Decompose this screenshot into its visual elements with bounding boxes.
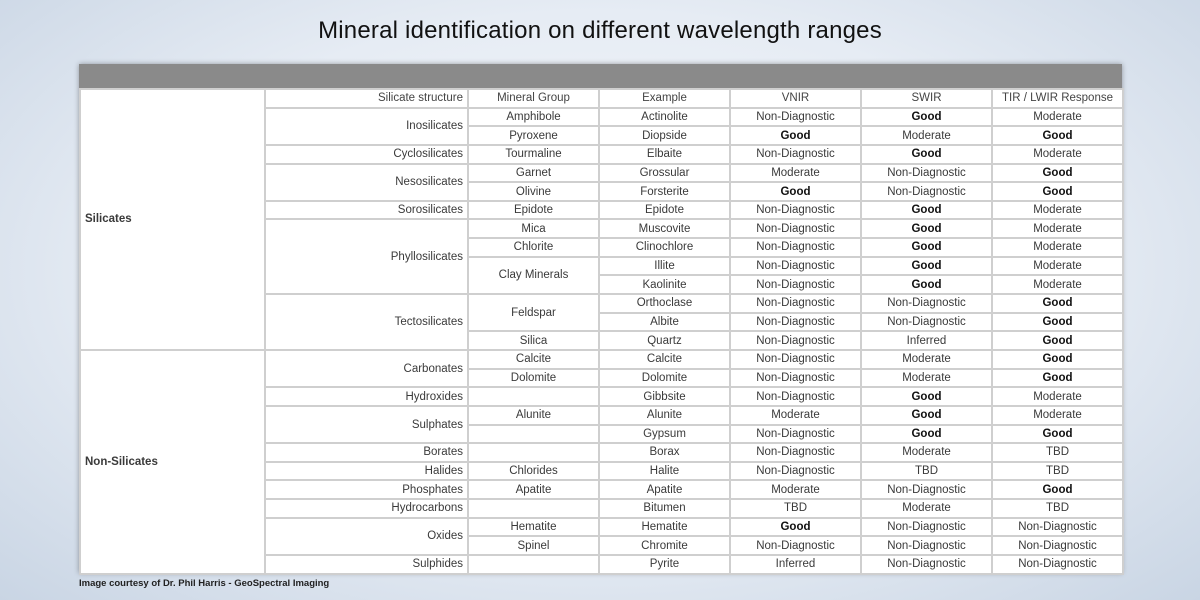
- vnir-cell: Moderate: [730, 164, 861, 183]
- vnir-cell: Good: [730, 126, 861, 145]
- structure-cell: Cyclosilicates: [265, 145, 468, 164]
- example-cell: Grossular: [599, 164, 730, 183]
- group-cell: Garnet: [468, 164, 599, 183]
- group-cell: [468, 555, 599, 574]
- table-header-row: [80, 89, 1123, 108]
- swir-cell: Good: [861, 257, 992, 276]
- tir-cell: Good: [992, 480, 1123, 499]
- group-cell: Chlorides: [468, 462, 599, 481]
- example-cell: Quartz: [599, 331, 730, 350]
- swir-cell: Good: [861, 406, 992, 425]
- example-cell: Epidote: [599, 201, 730, 220]
- example-cell: Pyrite: [599, 555, 730, 574]
- tir-cell: Moderate: [992, 406, 1123, 425]
- class-cell: Non-Silicates: [80, 350, 265, 574]
- example-cell: Forsterite: [599, 182, 730, 201]
- example-cell: Apatite: [599, 480, 730, 499]
- example-cell: Muscovite: [599, 219, 730, 238]
- vnir-cell: Non-Diagnostic: [730, 108, 861, 127]
- tir-cell: Moderate: [992, 108, 1123, 127]
- header-silicate-structure: Silicate structure: [265, 89, 468, 108]
- group-cell: Mica: [468, 219, 599, 238]
- tir-cell: Moderate: [992, 238, 1123, 257]
- group-cell: Calcite: [468, 350, 599, 369]
- tir-cell: Non-Diagnostic: [992, 555, 1123, 574]
- page-title: Mineral identification on different wavelength ranges: [318, 17, 882, 44]
- swir-cell: Non-Diagnostic: [861, 480, 992, 499]
- vnir-cell: Non-Diagnostic: [730, 462, 861, 481]
- tir-cell: Good: [992, 369, 1123, 388]
- tir-cell: Moderate: [992, 145, 1123, 164]
- example-cell: Halite: [599, 462, 730, 481]
- swir-cell: Moderate: [861, 126, 992, 145]
- vnir-cell: Non-Diagnostic: [730, 350, 861, 369]
- header-swir: SWIR: [861, 89, 992, 108]
- mineral-table-body: [80, 89, 1123, 574]
- swir-cell: Good: [861, 387, 992, 406]
- header-example: Example: [599, 89, 730, 108]
- example-cell: Borax: [599, 443, 730, 462]
- vnir-cell: Non-Diagnostic: [730, 275, 861, 294]
- group-cell: Epidote: [468, 201, 599, 220]
- vnir-cell: Non-Diagnostic: [730, 219, 861, 238]
- tir-cell: Good: [992, 182, 1123, 201]
- example-cell: Diopside: [599, 126, 730, 145]
- tir-cell: Good: [992, 164, 1123, 183]
- example-cell: Orthoclase: [599, 294, 730, 313]
- vnir-cell: Good: [730, 182, 861, 201]
- example-cell: Bitumen: [599, 499, 730, 518]
- swir-cell: Moderate: [861, 443, 992, 462]
- mineral-table: [79, 88, 1124, 575]
- structure-cell: Sulphates: [265, 406, 468, 443]
- class-cell: Silicates: [80, 89, 265, 350]
- swir-cell: Good: [861, 108, 992, 127]
- swir-cell: Moderate: [861, 499, 992, 518]
- tir-cell: Moderate: [992, 275, 1123, 294]
- vnir-cell: Non-Diagnostic: [730, 313, 861, 332]
- example-cell: Calcite: [599, 350, 730, 369]
- vnir-cell: Non-Diagnostic: [730, 536, 861, 555]
- structure-cell: Tectosilicates: [265, 294, 468, 350]
- group-cell: Tourmaline: [468, 145, 599, 164]
- vnir-cell: Non-Diagnostic: [730, 145, 861, 164]
- example-cell: Clinochlore: [599, 238, 730, 257]
- swir-cell: Moderate: [861, 350, 992, 369]
- example-cell: Dolomite: [599, 369, 730, 388]
- tir-cell: Non-Diagnostic: [992, 536, 1123, 555]
- example-cell: Kaolinite: [599, 275, 730, 294]
- swir-cell: Non-Diagnostic: [861, 182, 992, 201]
- structure-cell: Sulphides: [265, 555, 468, 574]
- vnir-cell: Non-Diagnostic: [730, 294, 861, 313]
- tir-cell: Good: [992, 350, 1123, 369]
- group-cell: Feldspar: [468, 294, 599, 331]
- example-cell: Illite: [599, 257, 730, 276]
- vnir-cell: Moderate: [730, 480, 861, 499]
- vnir-cell: Non-Diagnostic: [730, 387, 861, 406]
- swir-cell: Good: [861, 275, 992, 294]
- group-cell: Spinel: [468, 536, 599, 555]
- swir-cell: Good: [861, 425, 992, 444]
- example-cell: Gypsum: [599, 425, 730, 444]
- tir-cell: TBD: [992, 462, 1123, 481]
- group-cell: [468, 425, 599, 444]
- tir-cell: Moderate: [992, 219, 1123, 238]
- group-cell: Silica: [468, 331, 599, 350]
- structure-cell: Sorosilicates: [265, 201, 468, 220]
- vnir-cell: Non-Diagnostic: [730, 201, 861, 220]
- table-top-bar: [79, 64, 1122, 88]
- swir-cell: Non-Diagnostic: [861, 313, 992, 332]
- swir-cell: TBD: [861, 462, 992, 481]
- group-cell: Hematite: [468, 518, 599, 537]
- tir-cell: TBD: [992, 443, 1123, 462]
- group-cell: Apatite: [468, 480, 599, 499]
- swir-cell: Non-Diagnostic: [861, 294, 992, 313]
- group-cell: Amphibole: [468, 108, 599, 127]
- structure-cell: Nesosilicates: [265, 164, 468, 201]
- tir-cell: Non-Diagnostic: [992, 518, 1123, 537]
- structure-cell: Borates: [265, 443, 468, 462]
- group-cell: Pyroxene: [468, 126, 599, 145]
- structure-cell: Hydroxides: [265, 387, 468, 406]
- vnir-cell: Non-Diagnostic: [730, 369, 861, 388]
- swir-cell: Inferred: [861, 331, 992, 350]
- swir-cell: Good: [861, 219, 992, 238]
- group-cell: Alunite: [468, 406, 599, 425]
- example-cell: Chromite: [599, 536, 730, 555]
- tir-cell: Moderate: [992, 201, 1123, 220]
- vnir-cell: Moderate: [730, 406, 861, 425]
- vnir-cell: Non-Diagnostic: [730, 443, 861, 462]
- structure-cell: Hydrocarbons: [265, 499, 468, 518]
- header-mineral-group: Mineral Group: [468, 89, 599, 108]
- vnir-cell: Non-Diagnostic: [730, 238, 861, 257]
- example-cell: Gibbsite: [599, 387, 730, 406]
- table-row: [80, 350, 1123, 369]
- vnir-cell: Good: [730, 518, 861, 537]
- vnir-cell: TBD: [730, 499, 861, 518]
- swir-cell: Good: [861, 145, 992, 164]
- tir-cell: Good: [992, 425, 1123, 444]
- swir-cell: Non-Diagnostic: [861, 536, 992, 555]
- swir-cell: Non-Diagnostic: [861, 555, 992, 574]
- group-cell: [468, 443, 599, 462]
- vnir-cell: Non-Diagnostic: [730, 331, 861, 350]
- tir-cell: Moderate: [992, 387, 1123, 406]
- structure-cell: Inosilicates: [265, 108, 468, 145]
- tir-cell: Good: [992, 313, 1123, 332]
- header-tir: TIR / LWIR Response: [992, 89, 1123, 108]
- tir-cell: Moderate: [992, 257, 1123, 276]
- group-cell: Clay Minerals: [468, 257, 599, 294]
- header-vnir: VNIR: [730, 89, 861, 108]
- swir-cell: Non-Diagnostic: [861, 518, 992, 537]
- example-cell: Albite: [599, 313, 730, 332]
- mineral-table-card: [79, 64, 1122, 573]
- vnir-cell: Non-Diagnostic: [730, 425, 861, 444]
- group-cell: Dolomite: [468, 369, 599, 388]
- example-cell: Elbaite: [599, 145, 730, 164]
- group-cell: Olivine: [468, 182, 599, 201]
- structure-cell: Carbonates: [265, 350, 468, 387]
- group-cell: Chlorite: [468, 238, 599, 257]
- swir-cell: Good: [861, 201, 992, 220]
- group-cell: [468, 499, 599, 518]
- vnir-cell: Non-Diagnostic: [730, 257, 861, 276]
- structure-cell: Halides: [265, 462, 468, 481]
- tir-cell: Good: [992, 331, 1123, 350]
- example-cell: Actinolite: [599, 108, 730, 127]
- tir-cell: TBD: [992, 499, 1123, 518]
- swir-cell: Moderate: [861, 369, 992, 388]
- group-cell: [468, 387, 599, 406]
- swir-cell: Non-Diagnostic: [861, 164, 992, 183]
- example-cell: Alunite: [599, 406, 730, 425]
- tir-cell: Good: [992, 294, 1123, 313]
- structure-cell: Oxides: [265, 518, 468, 555]
- structure-cell: Phosphates: [265, 480, 468, 499]
- structure-cell: Phyllosilicates: [265, 219, 468, 294]
- image-credit: Image courtesy of Dr. Phil Harris - GeoSpectral Imaging: [79, 578, 330, 589]
- vnir-cell: Inferred: [730, 555, 861, 574]
- tir-cell: Good: [992, 126, 1123, 145]
- swir-cell: Good: [861, 238, 992, 257]
- example-cell: Hematite: [599, 518, 730, 537]
